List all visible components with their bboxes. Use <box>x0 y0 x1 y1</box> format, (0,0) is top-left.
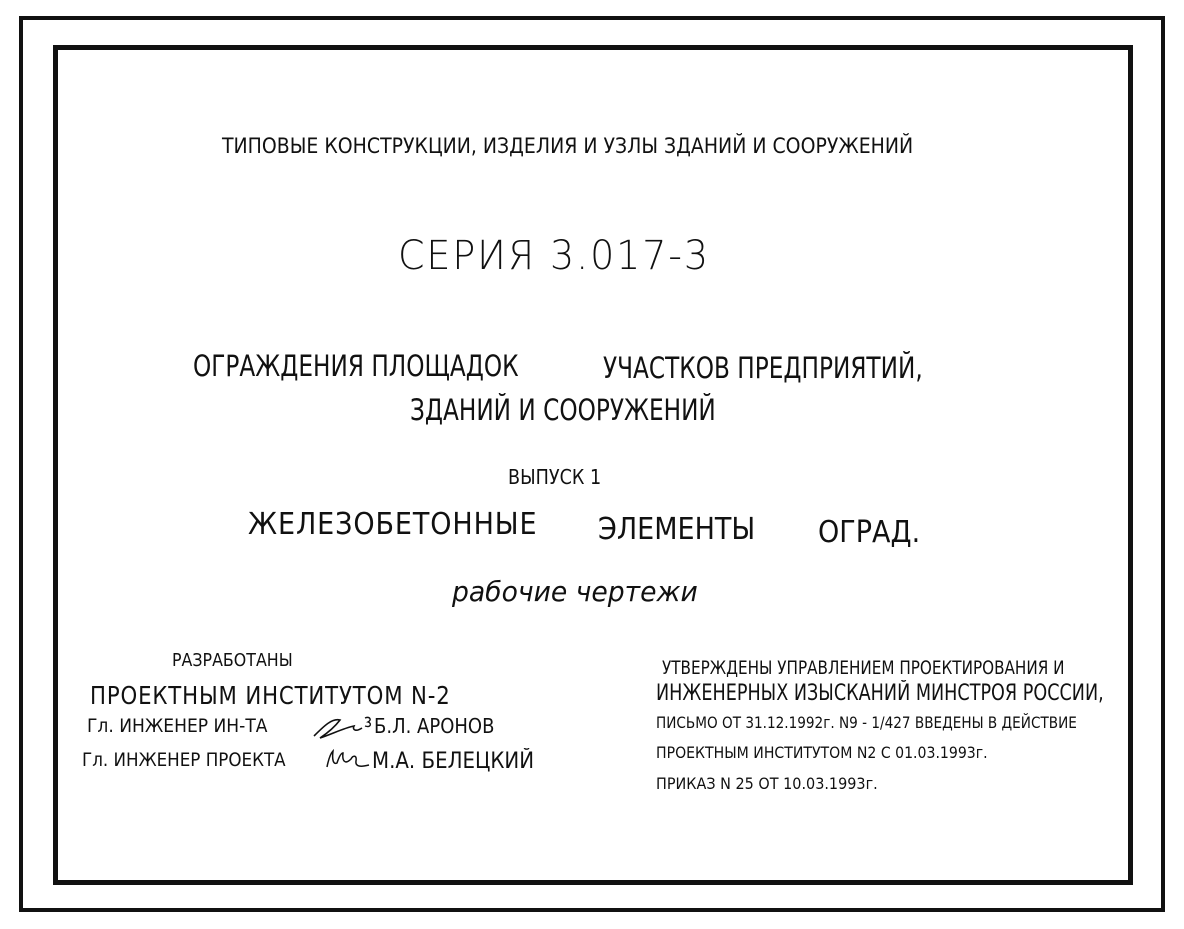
title-line-1a: ОГРАЖДЕНИЯ ПЛОЩАДОК <box>193 349 519 383</box>
approved-line-5: ПРИКАЗ N 25 ОТ 10.03.1993г. <box>656 774 878 793</box>
chief-engineer-name: Б.Л. АРОНОВ <box>374 714 495 738</box>
working-drawings-label: рабочие чертежи <box>452 575 698 608</box>
series-type: ТИПОВЫЕ КОНСТРУКЦИИ, ИЗДЕЛИЯ И УЗЛЫ ЗДАНИЙ И СООРУЖЕНИЙ <box>222 134 914 158</box>
developed-institute: ПРОЕКТНЫМ ИНСТИТУТОМ N-2 <box>90 681 451 710</box>
title-line-2: ЗДАНИЙ И СООРУЖЕНИЙ <box>410 393 716 427</box>
title-line-1b: УЧАСТКОВ ПРЕДПРИЯТИЙ, <box>603 351 923 385</box>
chief-engineer-label: Гл. ИНЖЕНЕР ИН-ТА <box>87 715 268 737</box>
approved-line-3: ПИСЬМО ОТ 31.12.1992г. N9 - 1/427 ВВЕДЕНЫ В ДЕЙСТВИЕ <box>656 713 1077 732</box>
subtitle-word-3: ОГРАД. <box>818 515 921 550</box>
issue-label: ВЫПУСК 1 <box>508 465 602 489</box>
subtitle-word-2: ЭЛЕМЕНТЫ <box>598 512 756 547</box>
signature-aronov-icon <box>310 710 376 748</box>
subtitle-word-1: ЖЕЛЕЗОБЕТОННЫЕ <box>248 507 538 542</box>
developed-heading: РАЗРАБОТАНЫ <box>172 650 293 671</box>
series-number: СЕРИЯ 3.017-3 <box>398 233 711 279</box>
project-engineer-name: М.А. БЕЛЕЦКИЙ <box>372 749 535 774</box>
approved-line-2: ИНЖЕНЕРНЫХ ИЗЫСКАНИЙ МИНСТРОЯ РОССИИ, <box>656 681 1104 706</box>
signature-beletsky-icon <box>323 745 375 779</box>
project-engineer-label: Гл. ИНЖЕНЕР ПРОЕКТА <box>82 749 286 771</box>
approved-line-1: УТВЕРЖДЕНЫ УПРАВЛЕНИЕМ ПРОЕКТИРОВАНИЯ И <box>662 657 1065 679</box>
approved-line-4: ПРОЕКТНЫМ ИНСТИТУТОМ N2 С 01.03.1993г. <box>656 743 988 762</box>
